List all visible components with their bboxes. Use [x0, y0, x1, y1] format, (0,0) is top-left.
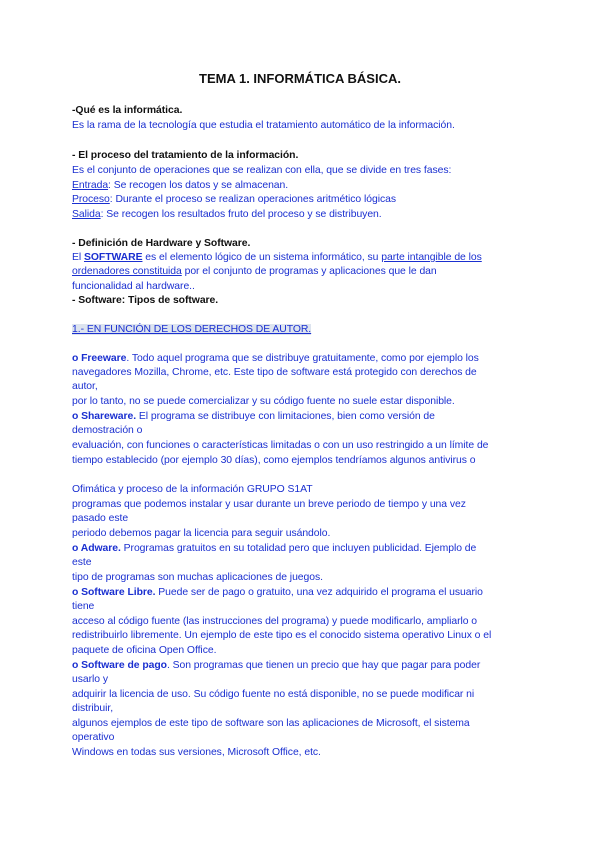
- phase-salida: [72, 208, 382, 222]
- underlined-phrase: ordenadores constituida: [72, 266, 182, 277]
- item-shareware: [72, 410, 435, 424]
- text-run: Programas gratuitos en su totalidad pero que incluyen publicidad. Ejemplo de: [120, 543, 477, 554]
- subsection-heading-derechos: [72, 323, 311, 337]
- paragraph-line: Es el conjunto de operaciones que se realizan con ella, que se divide en tres fases:: [72, 165, 452, 176]
- underlined-phrase: parte intangible de los: [381, 252, 482, 263]
- paragraph-line: operativo: [72, 732, 115, 743]
- paragraph-line: programas que podemos instalar y usar durante un breve periodo de tiempo y una vez: [72, 499, 466, 510]
- text-run: . Son programas que tienen un precio que hay que pagar para poder: [166, 660, 481, 671]
- paragraph-line: tiene: [72, 601, 95, 612]
- phase-entrada: [72, 179, 288, 193]
- keyword-software-de-pago: o Software de pago: [72, 660, 167, 671]
- paragraph-line: periodo debemos pagar la licencia para seguir usándolo.: [72, 528, 331, 539]
- text-run: Puede ser de pago o gratuito, una vez adquirido el programa el usuario: [155, 587, 483, 598]
- paragraph-line: navegadores Mozilla, Chrome, etc. Este tipo de software está protegido con derechos de: [72, 367, 477, 378]
- section-heading-proceso: - El proceso del tratamiento de la información.: [72, 150, 299, 161]
- phase-proceso-text: : Durante el proceso se realizan operaciones aritmético lógicas: [109, 194, 396, 205]
- paragraph-line: evaluación, con funciones o características limitadas o con un uso restringido a un límite de: [72, 440, 489, 451]
- section-heading-tipos: - Software: Tipos de software.: [72, 295, 219, 306]
- paragraph-line: este: [72, 557, 92, 568]
- term-salida: Salida: [72, 209, 101, 220]
- text-run: por el conjunto de programas y aplicaciones que le dan: [181, 266, 437, 277]
- paragraph-line: tipo de programas son muchas aplicaciones de juegos.: [72, 572, 323, 583]
- paragraph-line: demostración o: [72, 425, 143, 436]
- text-run: El programa se distribuye con limitaciones, bien como versión de: [136, 411, 435, 422]
- phase-proceso: [72, 193, 396, 207]
- paragraph-line: por lo tanto, no se puede comercializar y su código fuente no suele estar disponible.: [72, 396, 455, 407]
- highlighted-heading: 1.- EN FUNCIÓN DE LOS DERECHOS DE AUTOR.: [72, 324, 312, 335]
- phase-entrada-text: : Se recogen los datos y se almacenan.: [108, 180, 289, 191]
- keyword-shareware: o Shareware.: [72, 411, 137, 422]
- keyword-freeware: o Freeware: [72, 353, 127, 364]
- paragraph-line: [72, 251, 482, 265]
- paragraph-line: usarlo y: [72, 674, 108, 685]
- paragraph-line: [72, 265, 437, 279]
- item-software-de-pago: [72, 659, 480, 673]
- item-freeware: [72, 352, 479, 366]
- paragraph-line: adquirir la licencia de uso. Su código fuente no está disponible, no se puede modificar ni: [72, 689, 475, 700]
- phase-salida-text: : Se recogen los resultados fruto del proceso y se distribuyen.: [100, 209, 382, 220]
- paragraph-line: paquete de oficina Open Office.: [72, 645, 217, 656]
- term-entrada: Entrada: [72, 180, 109, 191]
- paragraph-line: algunos ejemplos de este tipo de software son las aplicaciones de Microsoft, el sistema: [72, 718, 470, 729]
- term-proceso: Proceso: [72, 194, 110, 205]
- item-adware: [72, 542, 476, 556]
- paragraph-line: acceso al código fuente (las instrucciones del programa) y puede modificarlo, ampliarlo o: [72, 616, 478, 627]
- section-heading-que-es: -Qué es la informática.: [72, 105, 183, 116]
- item-software-libre: [72, 586, 483, 600]
- paragraph-line: distribuir,: [72, 703, 114, 714]
- keyword-software-libre: o Software Libre.: [72, 587, 156, 598]
- section-heading-hardware-software: - Definición de Hardware y Software.: [72, 238, 251, 249]
- text-run: El: [72, 252, 84, 263]
- keyword-adware: o Adware.: [72, 543, 121, 554]
- page-title: TEMA 1. INFORMÁTICA BÁSICA.: [199, 71, 401, 86]
- paragraph-line: Windows en todas sus versiones, Microsoft Office, etc.: [72, 747, 321, 758]
- text-run: es el elemento lógico de un sistema informático, su: [142, 252, 382, 263]
- paragraph-line: pasado este: [72, 513, 129, 524]
- paragraph-line: Es la rama de la tecnología que estudia el tratamiento automático de la información.: [72, 120, 455, 131]
- page-footer-text: Ofimática y proceso de la información GRUPO S1AT: [72, 484, 313, 495]
- text-run: . Todo aquel programa que se distribuye gratuitamente, como por ejemplo los: [126, 353, 479, 364]
- paragraph-line: redistribuirlo libremente. Un ejemplo de este tipo es el conocido sistema operativo Linux o el: [72, 630, 492, 641]
- keyword-software: SOFTWARE: [83, 252, 143, 263]
- paragraph-line: autor,: [72, 381, 98, 392]
- paragraph-line: funcionalidad al hardware..: [72, 281, 195, 292]
- paragraph-line: tiempo establecido (por ejemplo 30 días), como ejemplos tendríamos algunos antivirus o: [72, 455, 476, 466]
